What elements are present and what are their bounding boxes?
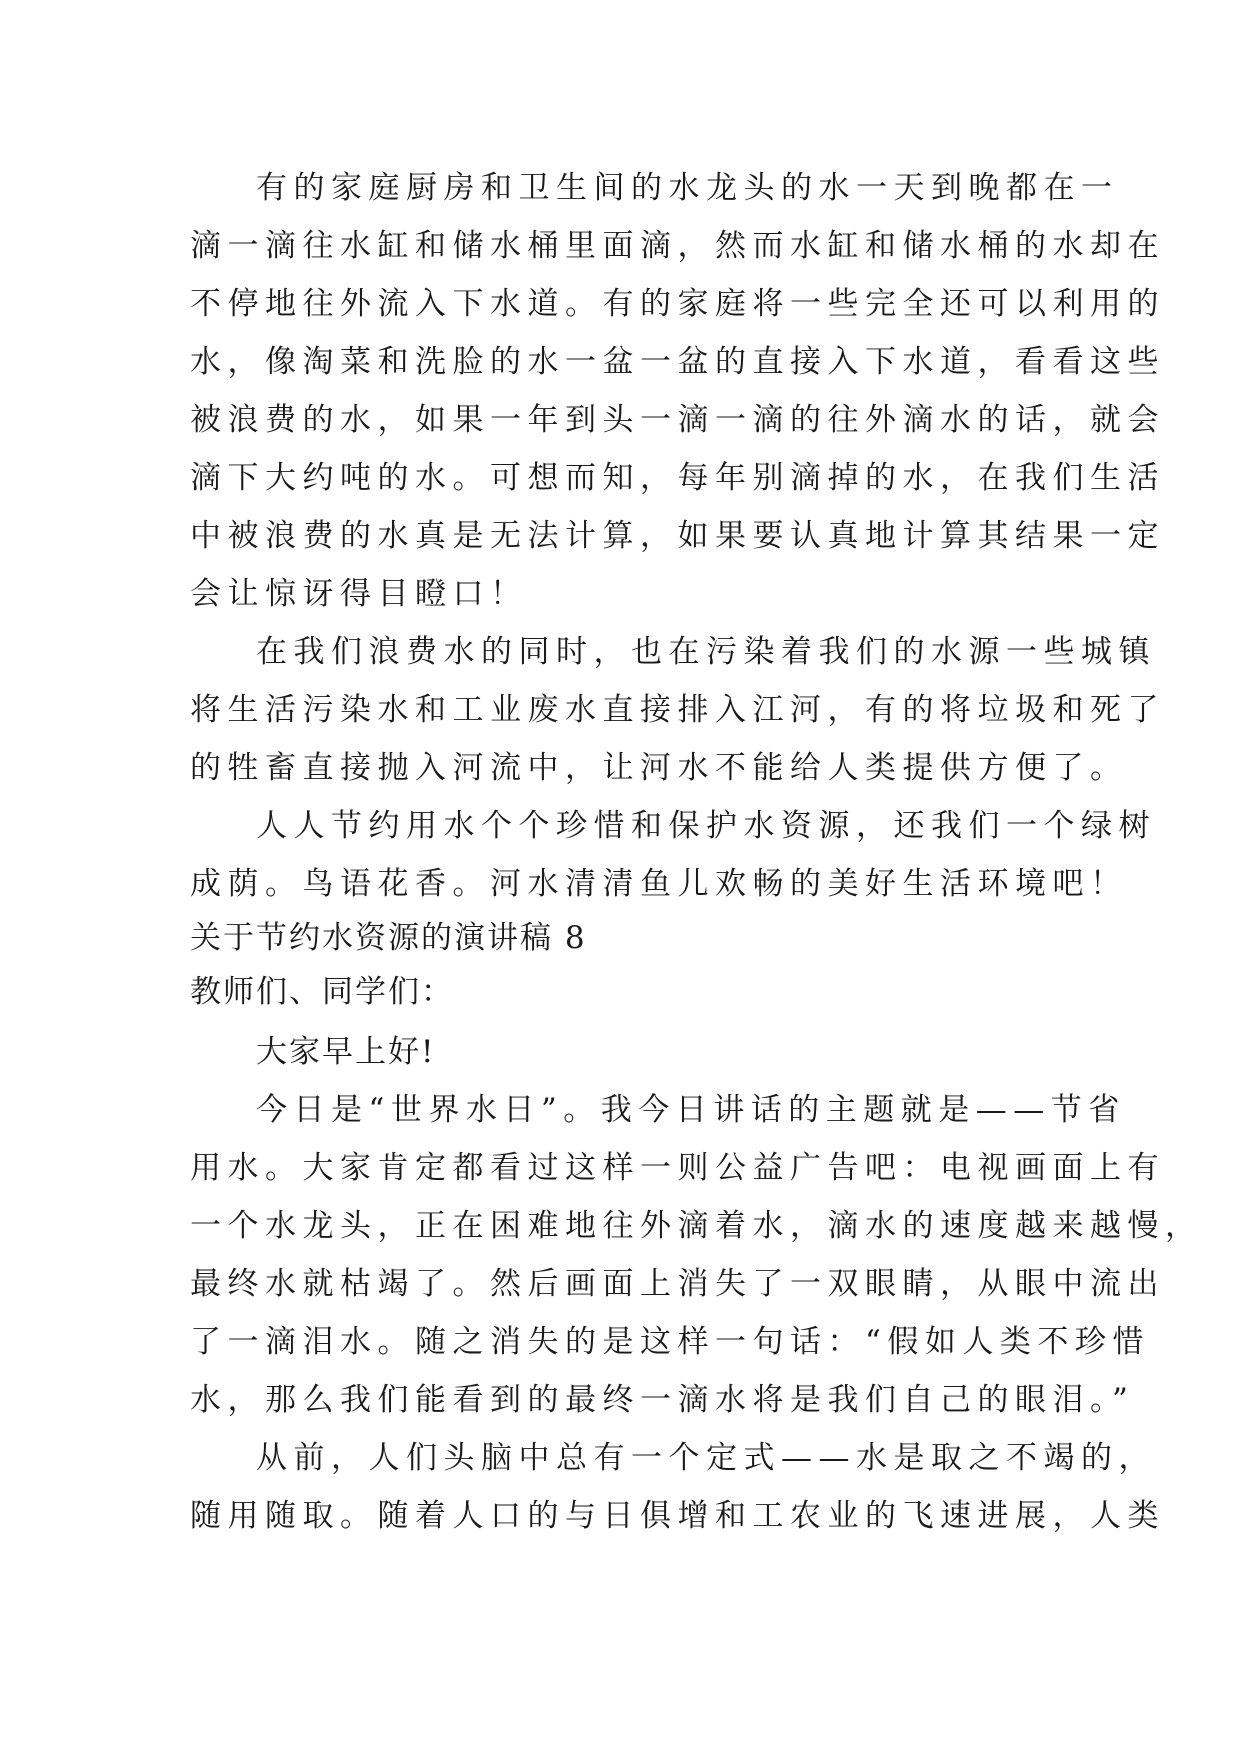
text-line: 将生活污染水和工业废水直接排入江河，有的将垃圾和死了	[190, 692, 1165, 728]
text-line: 滴下大约吨的水。可想而知，每年别滴掉的水，在我们生活	[190, 460, 1165, 496]
text-line: 一个水龙头，正在困难地往外滴着水，滴水的速度越来越慢，	[190, 1208, 1203, 1244]
text-line: 的牲畜直接抛入河流中，让河水不能给人类提供方便了。	[190, 750, 1128, 786]
text-line: 用水。大家肯定都看过这样一则公益广告吧：电视画面上有	[190, 1150, 1165, 1186]
text-line: 被浪费的水，如果一年到头一滴一滴的往外滴水的话，就会	[190, 402, 1165, 438]
text-line: 人人节约用水个个珍惜和保护水资源，还我们一个绿树	[256, 808, 1156, 844]
text-line: 成荫。鸟语花香。河水清清鱼儿欢畅的美好生活环境吧！	[190, 866, 1128, 902]
text-line: 有的家庭厨房和卫生间的水龙头的水一天到晚都在一	[256, 170, 1119, 206]
text-line: 最终水就枯竭了。然后画面上消失了一双眼睛，从眼中流出	[190, 1266, 1165, 1302]
text-line: 从前，人们头脑中总有一个定式——水是取之不竭的，	[256, 1440, 1156, 1476]
text-line: 中被浪费的水真是无法计算，如果要认真地计算其结果一定	[190, 518, 1165, 554]
text-line: 随用随取。随着人口的与日俱增和工农业的飞速进展，人类	[190, 1498, 1165, 1534]
text-line: 会让惊讶得目瞪口！	[190, 576, 528, 612]
text-line: 了一滴泪水。随之消失的是这样一句话：“假如人类不珍惜	[190, 1324, 1150, 1360]
text-line: 滴一滴往水缸和储水桶里面滴，然而水缸和储水桶的水却在	[190, 228, 1165, 264]
section-title: 关于节约水资源的演讲稿 8	[190, 920, 587, 956]
text-line: 水，那么我们能看到的最终一滴水将是我们自己的眼泪。”	[190, 1382, 1135, 1418]
text-line: 不停地往外流入下水道。有的家庭将一些完全还可以利用的	[190, 286, 1165, 322]
salutation: 教师们、同学们：	[190, 974, 454, 1010]
text-line: 今日是“世界水日”。我今日讲话的主题就是——节省	[256, 1092, 1126, 1128]
greeting: 大家早上好!	[256, 1034, 436, 1070]
text-line: 水，像淘菜和洗脸的水一盆一盆的直接入下水道，看看这些	[190, 344, 1165, 380]
text-line: 在我们浪费水的同时，也在污染着我们的水源一些城镇	[256, 634, 1156, 670]
